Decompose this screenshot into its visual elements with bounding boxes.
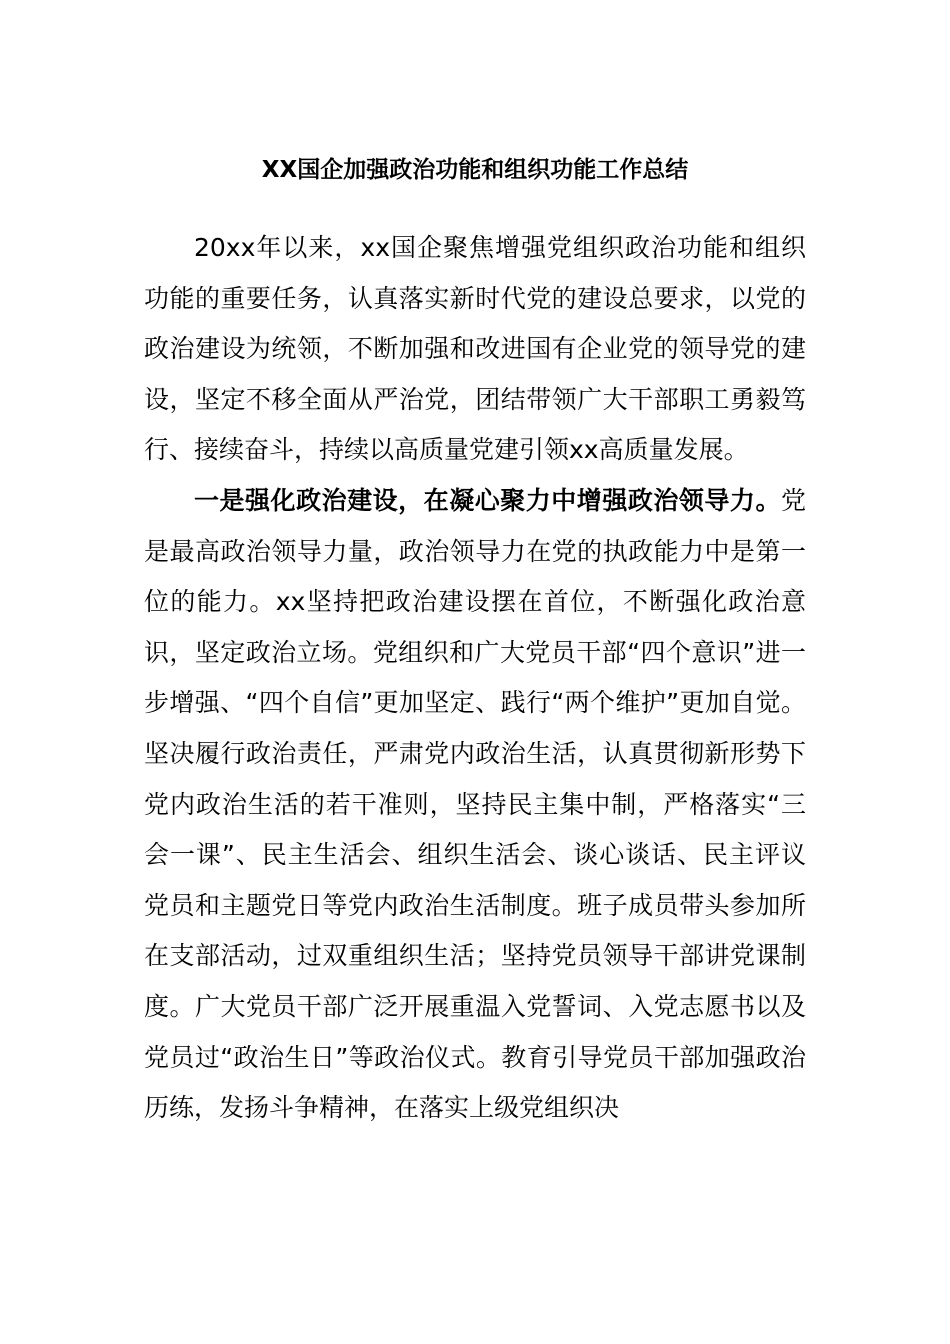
section-one-text: 党是最高政治领导力量，政治领导力在党的执政能力中是第一位的能力。xx坚持把政治建设摆在首位，不断强化政治意识，坚定政治立场。党组织和广大党员干部“四个意识”进一步增强、“四个自信”更加坚定、践行“两个维护”更加自觉。坚决履行政治责任，严肃党内政治生活，认真贯彻新形势下党内政治生活的若干准则，坚持民主集中制，严格落实“三会一课”、民主生活会、组织生活会、谈心谈话、民主评议党员和主题党日等党内政治生活制度。班子成员带头参加所在支部活动，过双重组织生活；坚持党员领导干部讲党课制度。广大党员干部广泛开展重温入党誓词、入党志愿书以及党员过“政治生日”等政治仪式。教育引导党员干部加强政治历练，发扬斗争精神，在落实上级党组织决 [144, 485, 806, 1123]
intro-paragraph: 20xx年以来，xx国企聚焦增强党组织政治功能和组织功能的重要任务，认真落实新时代党的建设总要求，以党的政治建设为统领，不断加强和改进国有企业党的领导党的建设，坚定不移全面从严治党，团结带领广大干部职工勇毅笃行、接续奋斗，持续以高质量党建引领xx高质量发展。 [144, 233, 806, 465]
section-one-paragraph [144, 476, 806, 1134]
section-one-heading: 一是强化政治建设，在凝心聚力中增强政治领导力。 [194, 485, 781, 515]
document-body [144, 223, 806, 1134]
document-title: XX国企加强政治功能和组织功能工作总结 [261, 157, 689, 183]
